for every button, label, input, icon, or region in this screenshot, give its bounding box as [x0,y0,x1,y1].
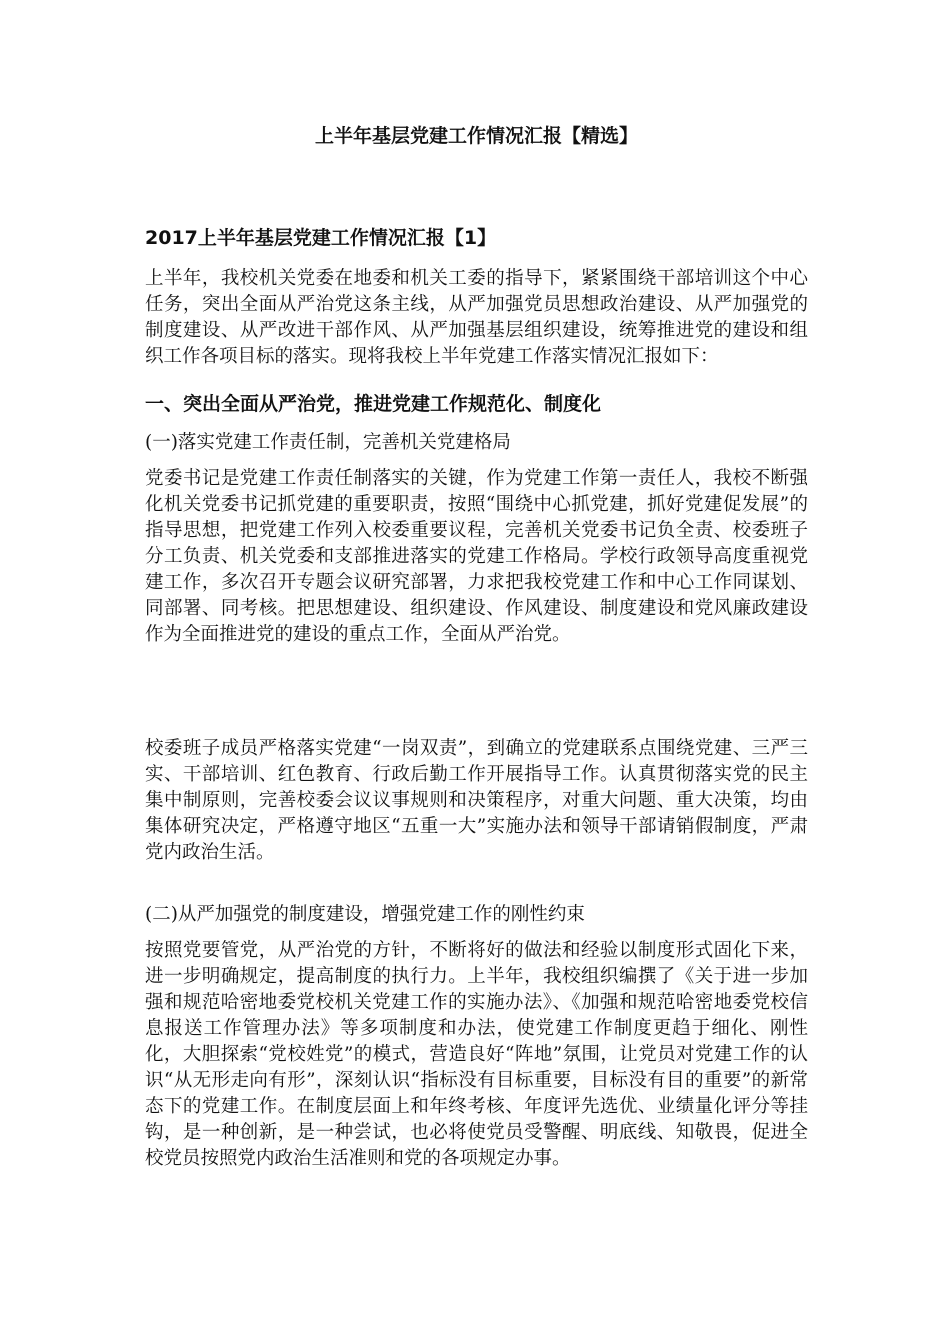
section-1-heading: 一、突出全面从严治党，推进党建工作规范化、制度化 [145,393,602,415]
intro-paragraph: 上半年，我校机关党委在地委和机关工委的指导下，紧紧围绕干部培训这个中心任务，突出全面从严治党这条主线，从严加强党员思想政治建设、从严加强党的制度建设、从严改进干部作风、从严加强基层组织建设，统筹推进党的建设和组织工作各项目标的落实。现将我校上半年党建工作落实情况汇报如下： [145,268,808,367]
subsection-2-heading: (二)从严加强党的制度建设，增强党建工作的刚性约束 [145,904,585,925]
report-subtitle: 2017上半年基层党建工作情况汇报【1】 [145,227,497,249]
subsection-1-paragraph-1: 党委书记是党建工作责任制落实的关键，作为党建工作第一责任人，我校不断强化机关党委书记抓党建的重要职责，按照“围绕中心抓党建，抓好党建促发展”的指导思想，把党建工作列入校委重要议程，完善机关党委书记负全责、校委班子分工负责、机关党委和支部推进落实的党建工作格局。学校行政领导高度重视党建工作，多次召开专题会议研究部署，力求把我校党建工作和中心工作同谋划、同部署、同考核。把思想建设、组织建设、作风建设、制度建设和党风廉政建设作为全面推进党的建设的重点工作，全面从严治党。 [145,468,808,645]
subsection-1-heading: (一)落实党建工作责任制，完善机关党建格局 [145,432,511,453]
document-title: 上半年基层党建工作情况汇报【精选】 [314,125,638,147]
subsection-2-paragraph-1: 按照党要管党，从严治党的方针，不断将好的做法和经验以制度形式固化下来，进一步明确规定，提高制度的执行力。上半年，我校组织编撰了《关于进一步加强和规范哈密地委党校机关党建工作的实施办法》、《加强和规范哈密地委党校信息报送工作管理办法》等多项制度和办法，使党建工作制度更趋于细化、刚性化，大胆探索“党校姓党”的模式，营造良好“阵地”氛围，让党员对党建工作的认识“从无形走向有形”，深刻认识“指标没有目标重要，目标没有目的重要”的新常态下的党建工作。在制度层面上和年终考核、年度评先选优、业绩量化评分等挂钩，是一种创新，是一种尝试，也必将使党员受警醒、明底线、知敬畏，促进全校党员按照党内政治生活准则和党的各项规定办事。 [145,940,808,1169]
subsection-1-paragraph-2: 校委班子成员严格落实党建“一岗双责”，到确立的党建联系点围绕党建、三严三实、干部培训、红色教育、行政后勤工作开展指导工作。认真贯彻落实党的民主集中制原则，完善校委会议议事规则和决策程序，对重大问题、重大决策，均由集体研究决定，严格遵守地区“五重一大”实施办法和领导干部请销假制度，严肃党内政治生活。 [145,738,808,863]
